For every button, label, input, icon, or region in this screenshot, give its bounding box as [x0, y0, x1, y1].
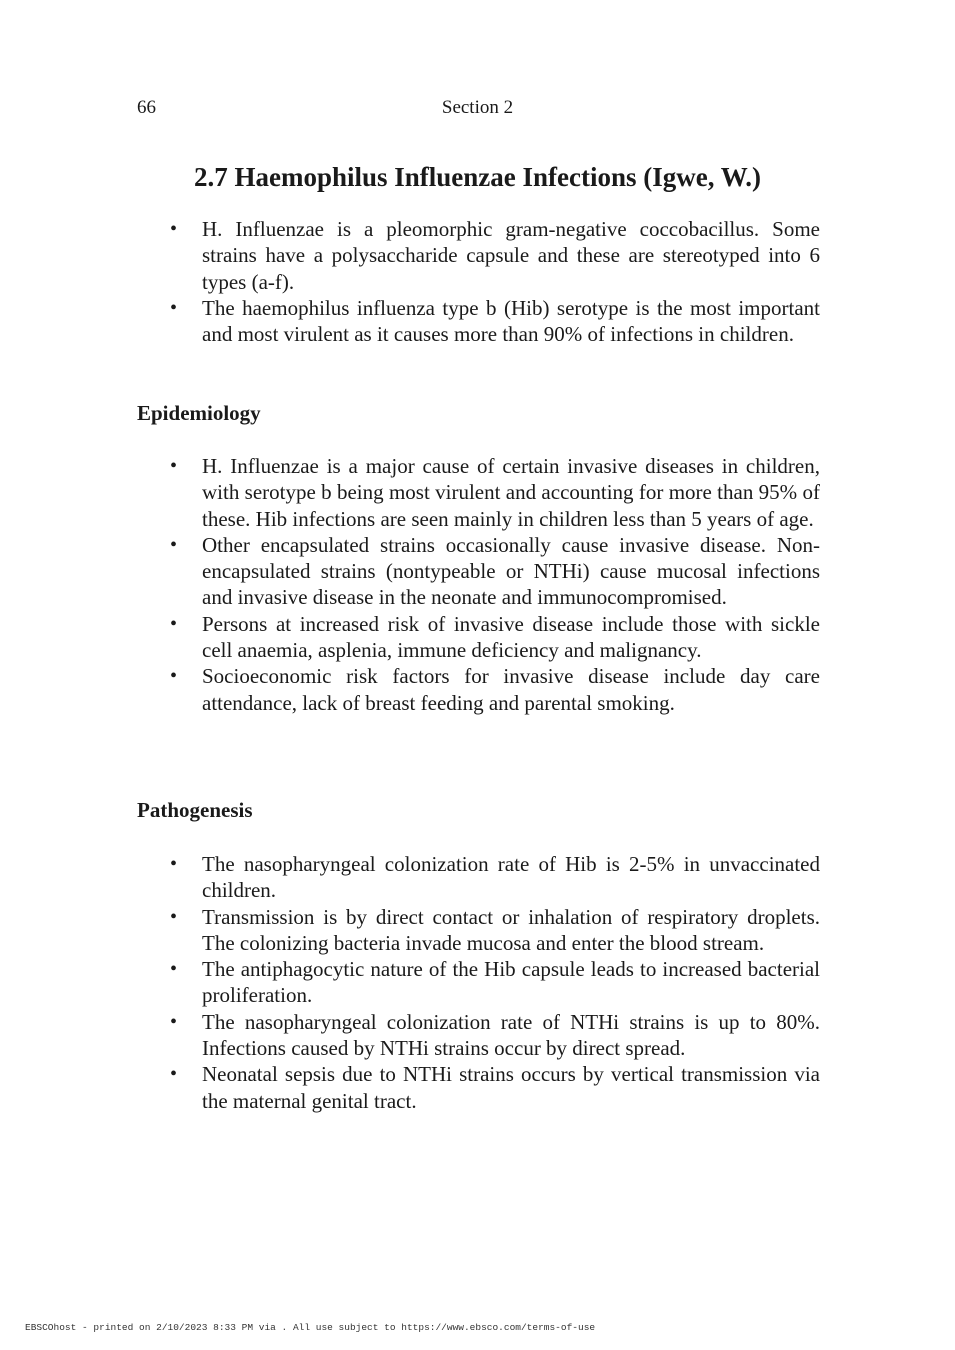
- bullet-icon: •: [170, 958, 178, 981]
- bullet-icon: •: [170, 853, 178, 875]
- list-item-text: The nasopharyngeal colonization rate of NTHi strains is up to 80%. Infections caused by NTHi strains occur by direct spread.: [202, 1009, 820, 1061]
- chapter-author: (Igwe, W.): [643, 162, 762, 192]
- list-item: [160, 956, 820, 1009]
- bullet-icon: •: [170, 612, 178, 635]
- chapter-title: [0, 160, 955, 194]
- bullet-icon: •: [170, 1010, 178, 1033]
- list-item: [160, 216, 820, 295]
- list-item-text: Socioeconomic risk factors for invasive disease include day care attendance, lack of breast feeding and parental smoking.: [202, 664, 820, 715]
- list-item: [160, 453, 820, 532]
- page-number: 66: [137, 97, 156, 118]
- bullet-icon: •: [170, 455, 178, 477]
- list-item-text: Persons at increased risk of invasive disease include those with sickle cell anaemia, asplenia, immune deficiency and malignancy.: [202, 611, 820, 663]
- bullet-icon: •: [170, 905, 178, 928]
- bullet-icon: •: [170, 296, 178, 319]
- bullet-icon: •: [170, 665, 178, 688]
- chapter-title-text: 2.7 Haemophilus Influenzae Infections: [193, 162, 637, 192]
- bullet-icon: •: [170, 533, 178, 556]
- list-item-text: H. Influenzae is a major cause of certain invasive diseases in children, with serotype b being most virulent and accounting for more than 95% of these. Hib infections are seen mainly in children less than 5 years of age.: [202, 454, 820, 531]
- pathogenesis-bullet-list: [160, 851, 820, 1114]
- list-item: [160, 295, 820, 348]
- epidemiology-bullet-list: [160, 453, 820, 716]
- list-item-text: Other encapsulated strains occasionally cause invasive disease. Non-encapsulated strains (nontypeable or NTHi) cause mucosal infections and invasive disease in the neonate and immunocompromised.: [202, 532, 820, 610]
- list-item: [160, 611, 820, 664]
- running-head: Section 2: [441, 97, 514, 118]
- list-item: [160, 1009, 820, 1062]
- bullet-icon: •: [170, 218, 178, 240]
- list-item: [160, 904, 820, 957]
- list-item-text: The antiphagocytic nature of the Hib capsule leads to increased bacterial proliferation.: [202, 957, 820, 1008]
- list-item-text: Neonatal sepsis due to NTHi strains occurs by vertical transmission via the maternal genital tract.: [202, 1062, 820, 1113]
- list-item: [160, 851, 820, 904]
- list-item: [160, 1061, 820, 1114]
- list-item: [160, 663, 820, 716]
- list-item-text: The haemophilus influenza type b (Hib) serotype is the most important and most virulent as it causes more than 90% of infections in children.: [202, 295, 820, 347]
- list-item-text: H. Influenzae is a pleomorphic gram-negative coccobacillus. Some strains have a polysaccharide capsule and these are stereotyped into 6 types (a-f).: [202, 217, 820, 294]
- list-item: [160, 532, 820, 611]
- list-item-text: The nasopharyngeal colonization rate of Hib is 2-5% in unvaccinated children.: [202, 852, 820, 903]
- bullet-icon: •: [170, 1063, 178, 1086]
- list-item-text: Transmission is by direct contact or inhalation of respiratory droplets. The colonizing bacteria invade mucosa and enter the blood stream.: [202, 904, 820, 955]
- print-footer: EBSCOhost - printed on 2/10/2023 8:33 PM via . All use subject to https://www.ebsco.com/terms-of-use: [25, 1322, 596, 1333]
- section-heading-epidemiology: Epidemiology: [137, 401, 261, 425]
- intro-bullet-list: [160, 216, 820, 347]
- section-heading-pathogenesis: Pathogenesis: [137, 798, 253, 822]
